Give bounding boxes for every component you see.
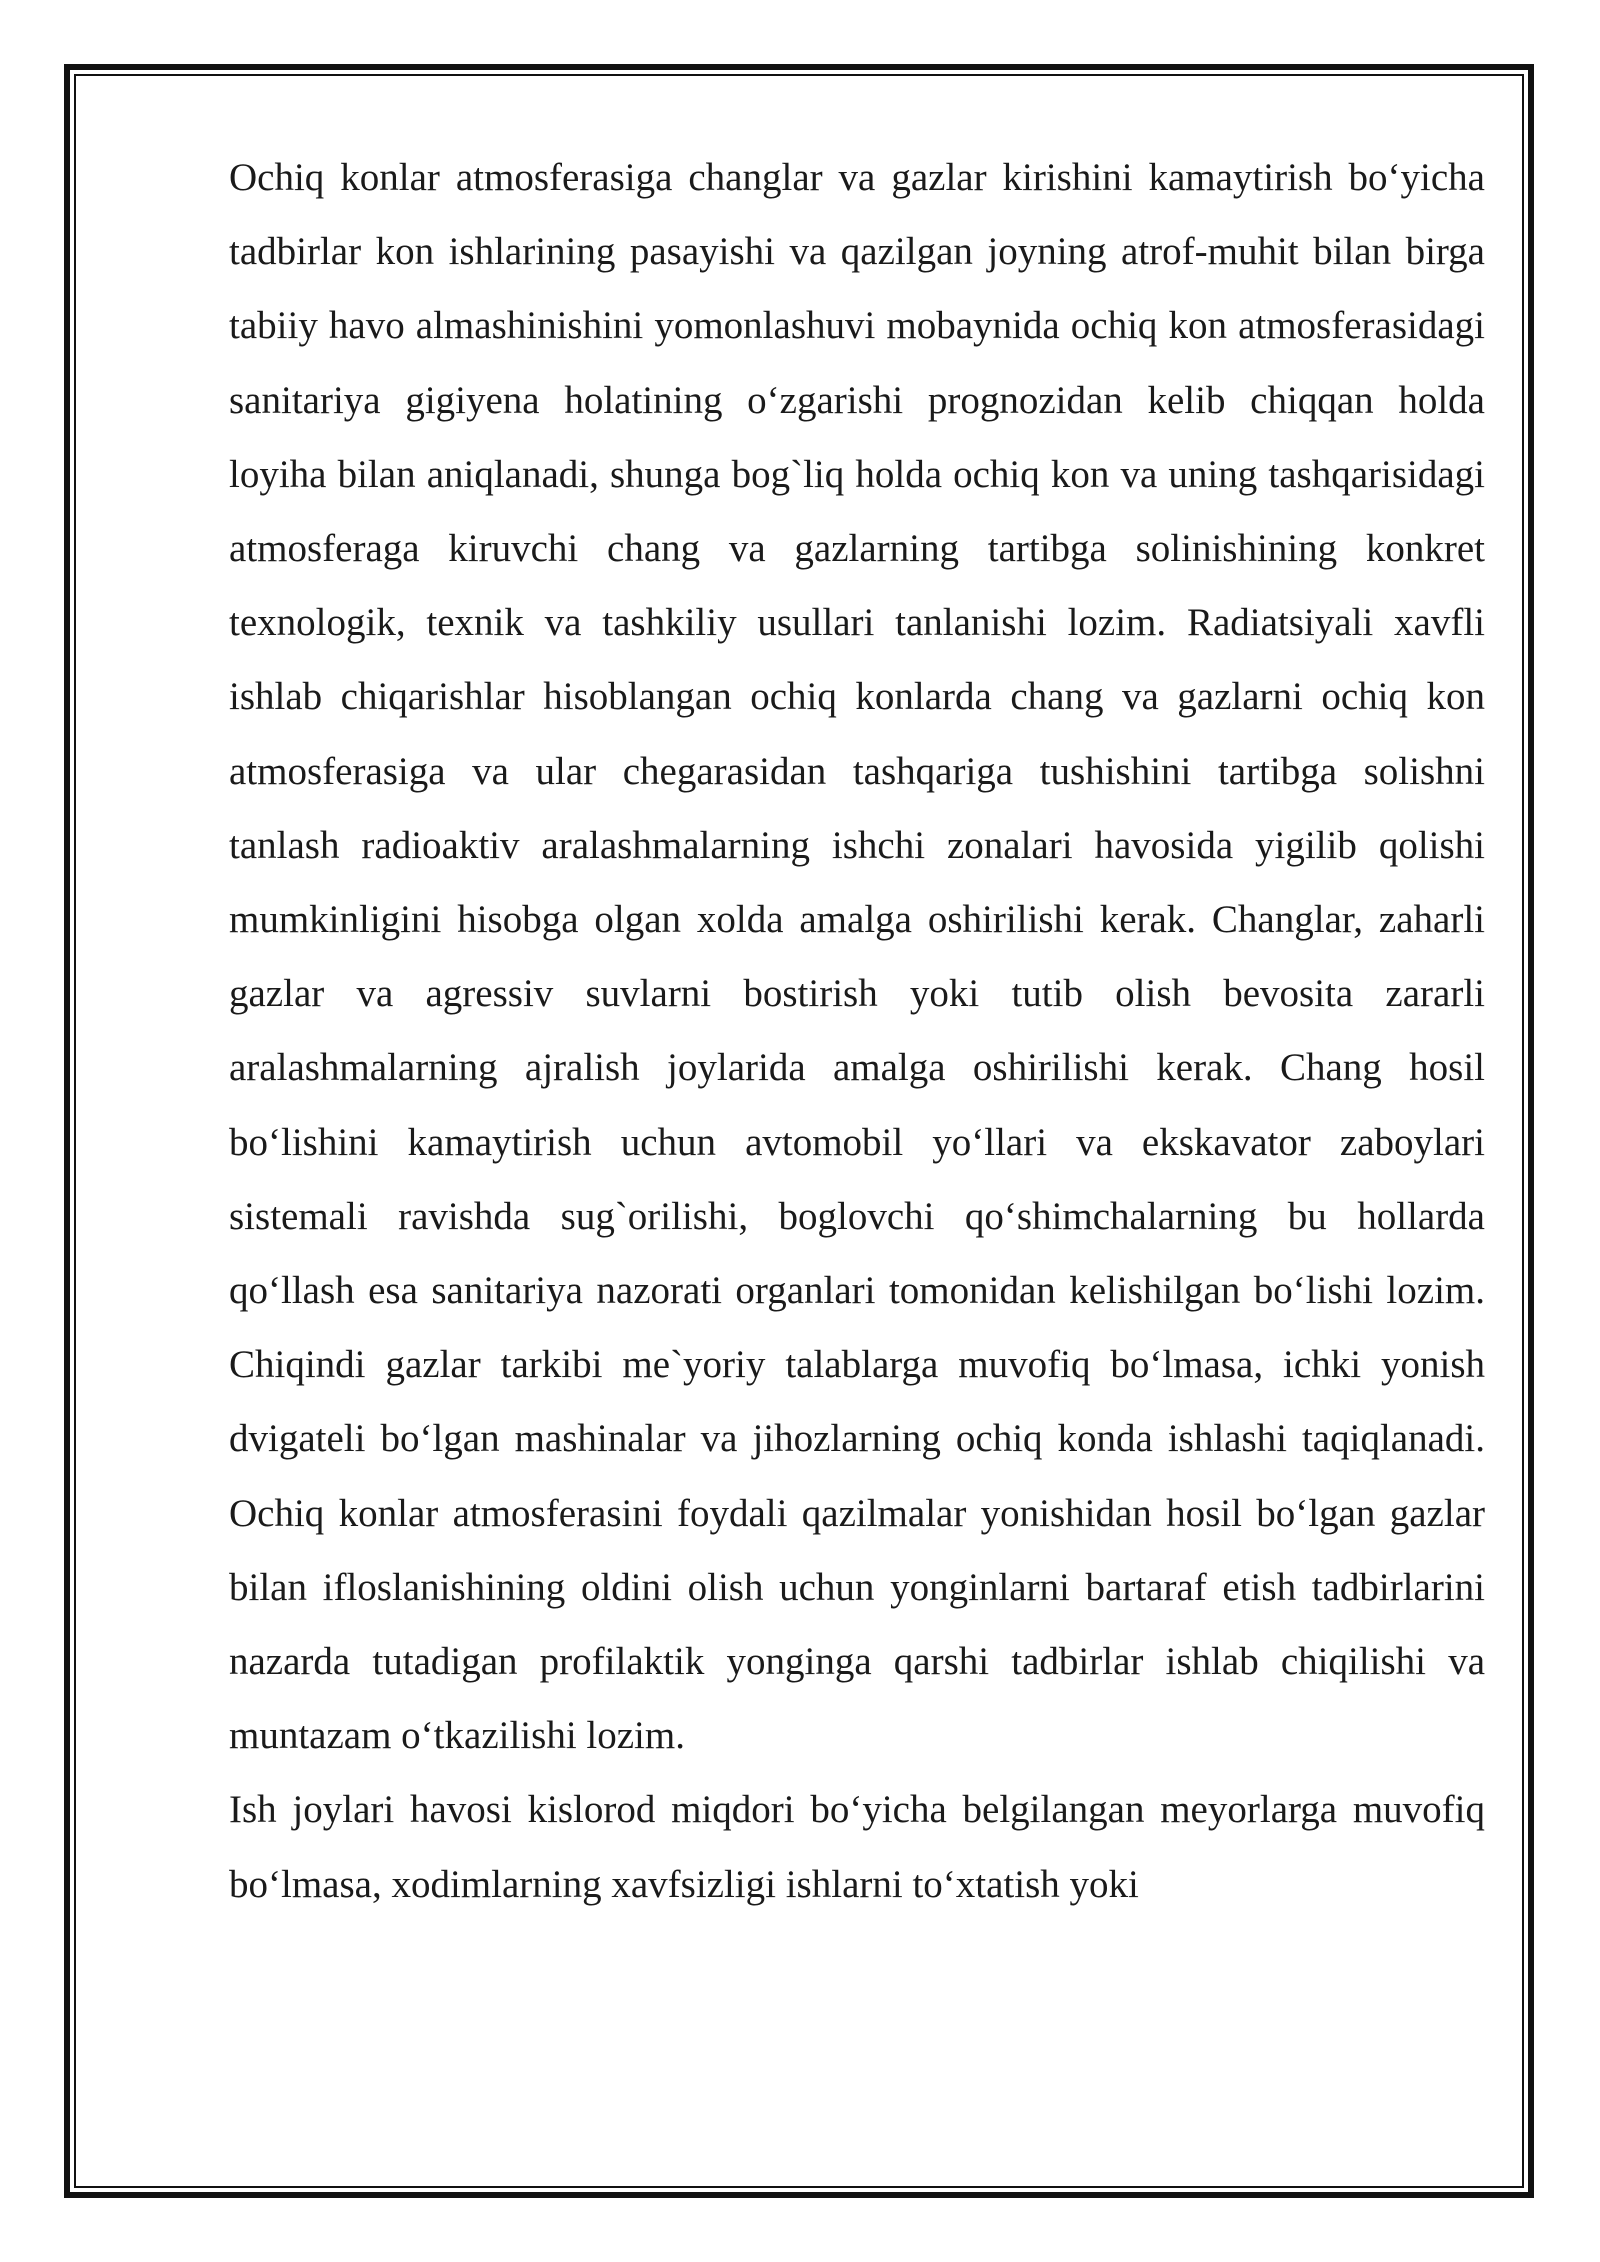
paragraph-2: Ish joylari havosi kislorod miqdori bo‘yicha belgilangan meyorlarga muvofiq bo‘lmasa, xodimlarning xavfsizligi ishlarni to‘xtatish yoki (229, 1788, 1485, 1906)
paragraph-1: Ochiq konlar atmosferasiga changlar va gazlar kirishini kamaytirish bo‘yicha tadbirlar kon ishlarining pasayishi va qazilgan joyning atrof-muhit bilan birga tabiiy havo almashinishini yomonlashuvi mobaynida ochiq kon atmosferasidagi sanitariya gigiyena holatining o‘zgarishi prognozidan kelib chiqqan holda loyiha bilan aniqlanadi, shunga bog`liq holda ochiq kon va uning tashqarisidagi atmosferaga kiruvchi chang va gazlarning tartibga solinishining konkret texnologik, texnik va tashkiliy usullari tanlanishi lozim. Radiatsiyali xavfli ishlab chiqarishlar hisoblangan ochiq konlarda chang va gazlarni ochiq kon atmosferasiga va ular chegarasidan tashqariga tushishini tartibga solishni tanlash radioaktiv aralashmalarning ishchi zonalari havosida yigilib qolishi mumkinligini hisobga olgan xolda amalga oshirilishi kerak. Changlar, zaharli gazlar va agressiv suvlarni bostirish yoki tutib olish bevosita zararli aralashmalarning ajralish joylarida amalga oshirilishi kerak. Chang hosil bo‘lishini kamaytirish uchun avtomobil yo‘llari va ekskavator zaboylari sistemali ravishda sug`orilishi, boglovchi qo‘shimchalarning bu hollarda qo‘llash esa sanitariya nazorati organlari tomonidan kelishilgan bo‘lishi lozim. Chiqindi gazlar tarkibi me`yoriy talablarga muvofiq bo‘lmasa, ichki yonish dvigateli bo‘lgan mashinalar va jihozlarning ochiq konda ishlashi taqiqlanadi. Ochiq konlar atmosferasini foydali qazilmalar yonishidan hosil bo‘lgan gazlar bilan ifloslanishining oldini olish uchun yonginlarni bartaraf etish tadbirlarini nazarda tutadigan profilaktik yonginga qarshi tadbirlar ishlab chiqilishi va muntazam o‘tkazilishi lozim. (229, 156, 1485, 1758)
document-body (229, 141, 1485, 1922)
